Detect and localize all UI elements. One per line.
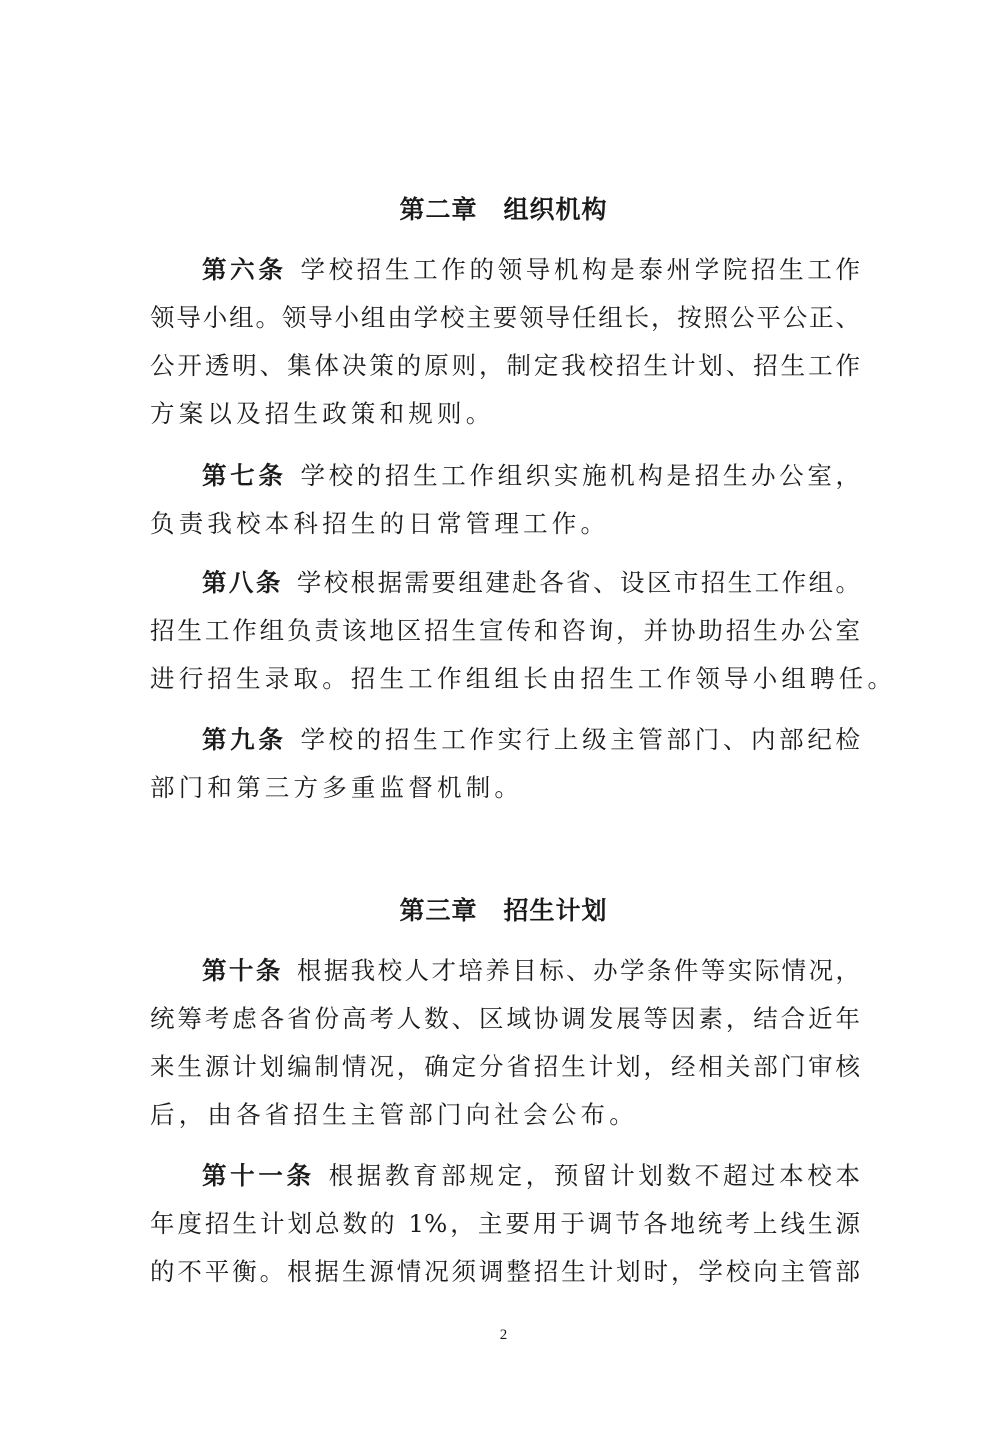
article-line: 的不平衡。根据生源情况须调整招生计划时，学校向主管部 <box>150 1257 860 1286</box>
article-line: 领导小组。领导小组由学校主要领导任组长，按照公平公正、 <box>150 303 860 332</box>
article-line: 公开透明、集体决策的原则，制定我校招生计划、招生工作 <box>150 351 860 380</box>
article-label: 第十条 <box>202 956 283 985</box>
article-8 <box>150 559 897 703</box>
article-line: 第六条 学校招生工作的领导机构是泰州学院招生工作 <box>202 255 861 284</box>
page-number: 2 <box>499 1327 508 1343</box>
article-label: 第十一条 <box>202 1161 315 1190</box>
article-7 <box>150 452 860 548</box>
chapter-title: 第二章 组织机构 <box>399 195 608 224</box>
article-line: 第九条 学校的招生工作实行上级主管部门、内部纪检 <box>202 725 861 754</box>
article-line: 统筹考虑各省份高考人数、区域协调发展等因素，结合近年 <box>150 1004 860 1033</box>
article-10 <box>150 947 860 1139</box>
article-label: 第八条 <box>202 568 283 597</box>
article-9 <box>150 716 860 812</box>
article-label: 第六条 <box>202 255 287 284</box>
chapter-title: 第三章 招生计划 <box>399 896 608 925</box>
article-6 <box>150 246 860 438</box>
article-line: 负责我校本科招生的日常管理工作。 <box>150 509 610 538</box>
article-line: 第七条 学校的招生工作组织实施机构是招生办公室， <box>202 461 861 490</box>
article-line: 招生工作组负责该地区招生宣传和咨询，并协助招生办公室 <box>150 616 860 645</box>
article-line: 来生源计划编制情况，确定分省招生计划，经相关部门审核 <box>150 1052 860 1081</box>
article-label: 第七条 <box>202 461 287 490</box>
article-line: 部门和第三方多重监督机制。 <box>150 773 524 802</box>
article-line: 第十一条 根据教育部规定，预留计划数不超过本校本 <box>202 1161 861 1190</box>
article-line: 进行招生录取。招生工作组组长由招生工作领导小组聘任。 <box>150 664 897 693</box>
article-line: 年度招生计划总数的 1%，主要用于调节各地统考上线生源 <box>150 1209 860 1238</box>
article-line: 第十条 根据我校人才培养目标、办学条件等实际情况， <box>202 956 861 985</box>
article-line: 第八条 学校根据需要组建赴各省、设区市招生工作组。 <box>202 568 861 597</box>
article-line: 后，由各省招生主管部门向社会公布。 <box>150 1100 638 1129</box>
article-11 <box>150 1152 860 1296</box>
article-label: 第九条 <box>202 725 287 754</box>
article-line: 方案以及招生政策和规则。 <box>150 399 495 428</box>
